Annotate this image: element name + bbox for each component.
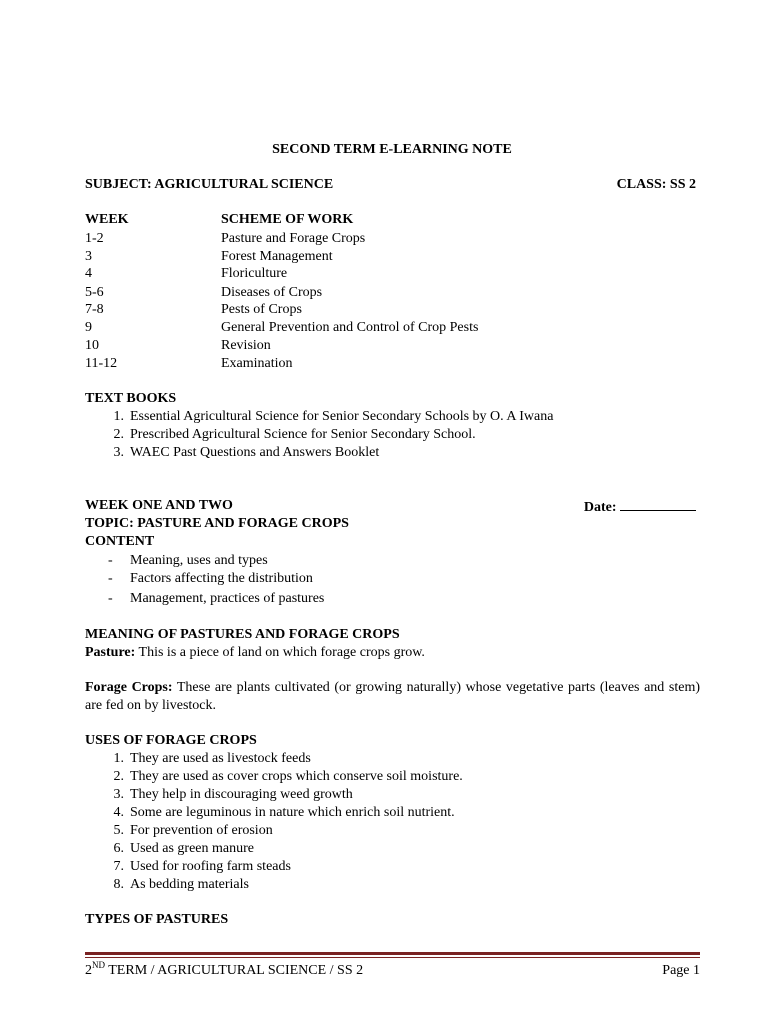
scheme-week-cell: 10 <box>85 338 99 353</box>
footer-divider-thin <box>85 957 700 958</box>
topic-heading: TOPIC: PASTURE AND FORAGE CROPS <box>85 516 349 531</box>
scheme-header: SCHEME OF WORK <box>221 212 354 227</box>
scheme-topic-cell: Diseases of Crops <box>221 285 323 300</box>
date-label: Date: <box>583 500 617 515</box>
list-bullet: - <box>108 591 113 606</box>
scheme-week-cell: 3 <box>85 249 92 264</box>
list-item: They are used as livestock feeds <box>130 751 311 766</box>
list-number: 2. <box>113 427 124 442</box>
list-item: Some are leguminous in nature which enrich soil nutrient. <box>130 805 455 820</box>
forage-term: Forage Crops: <box>85 680 173 695</box>
scheme-topic-cell: Pests of Crops <box>221 302 302 317</box>
list-item: Factors affecting the distribution <box>130 571 313 586</box>
list-item: They help in discouraging weed growth <box>130 787 353 802</box>
date-field <box>584 498 696 516</box>
list-number: 3. <box>113 445 124 460</box>
list-number: 2. <box>113 769 124 784</box>
footer-divider <box>85 952 700 955</box>
list-item: Prescribed Agricultural Science for Senior Secondary School. <box>130 427 476 442</box>
list-item: Used as green manure <box>130 841 255 856</box>
list-number: 3. <box>113 787 124 802</box>
class-label: CLASS: SS 2 <box>616 177 696 192</box>
page-number: Page 1 <box>662 963 700 978</box>
scheme-topic-cell: Forest Management <box>221 249 333 264</box>
list-number: 6. <box>113 841 124 856</box>
list-number: 5. <box>113 823 124 838</box>
list-number: 7. <box>113 859 124 874</box>
list-item: Management, practices of pastures <box>130 591 325 606</box>
list-number: 8. <box>113 877 124 892</box>
document-title: SECOND TERM E-LEARNING NOTE <box>272 142 512 157</box>
forage-definition: These are plants cultivated (or growing naturally) whose vegetative parts (leaves and stem) are fed on by livestock. <box>85 680 700 713</box>
list-item: Essential Agricultural Science for Senior Secondary Schools by O. A Iwana <box>130 409 554 424</box>
week-header: WEEK <box>85 212 129 227</box>
scheme-topic-cell: Pasture and Forage Crops <box>221 231 366 246</box>
uses-heading: USES OF FORAGE CROPS <box>85 733 257 748</box>
list-number: 1. <box>113 409 124 424</box>
scheme-week-cell: 7-8 <box>85 302 104 317</box>
types-heading: TYPES OF PASTURES <box>85 912 229 927</box>
scheme-topic-cell: Floriculture <box>221 266 288 281</box>
pasture-term: Pasture: <box>85 645 136 660</box>
scheme-topic-cell: General Prevention and Control of Crop Pests <box>221 320 479 335</box>
scheme-topic-cell: Examination <box>221 356 293 371</box>
date-blank <box>620 498 696 511</box>
forage-paragraph <box>85 679 700 715</box>
list-item: WAEC Past Questions and Answers Booklet <box>130 445 380 460</box>
list-item: They are used as cover crops which conserve soil moisture. <box>130 769 463 784</box>
scheme-week-cell: 9 <box>85 320 92 335</box>
list-bullet: - <box>108 571 113 586</box>
week-label: WEEK ONE AND TWO <box>85 498 233 513</box>
meaning-heading: MEANING OF PASTURES AND FORAGE CROPS <box>85 627 400 642</box>
footer-term-number: 2 <box>85 963 92 978</box>
list-item: Used for roofing farm steads <box>130 859 291 874</box>
subject-label: SUBJECT: AGRICULTURAL SCIENCE <box>85 177 334 192</box>
scheme-week-cell: 1-2 <box>85 231 104 246</box>
list-item: Meaning, uses and types <box>130 553 268 568</box>
list-number: 4. <box>113 805 124 820</box>
footer-term-suffix: ND <box>92 960 105 970</box>
footer-text <box>85 960 364 979</box>
list-bullet: - <box>108 553 113 568</box>
list-item: For prevention of erosion <box>130 823 273 838</box>
scheme-week-cell: 11-12 <box>85 356 118 371</box>
textbooks-heading: TEXT BOOKS <box>85 391 177 406</box>
list-item: As bedding materials <box>130 877 249 892</box>
pasture-paragraph <box>85 644 700 662</box>
list-number: 1. <box>113 751 124 766</box>
content-heading: CONTENT <box>85 534 155 549</box>
footer-course: TERM / AGRICULTURAL SCIENCE / SS 2 <box>105 963 364 978</box>
scheme-week-cell: 5-6 <box>85 285 104 300</box>
scheme-topic-cell: Revision <box>221 338 271 353</box>
pasture-definition: This is a piece of land on which forage crops grow. <box>135 645 425 660</box>
scheme-week-cell: 4 <box>85 266 92 281</box>
